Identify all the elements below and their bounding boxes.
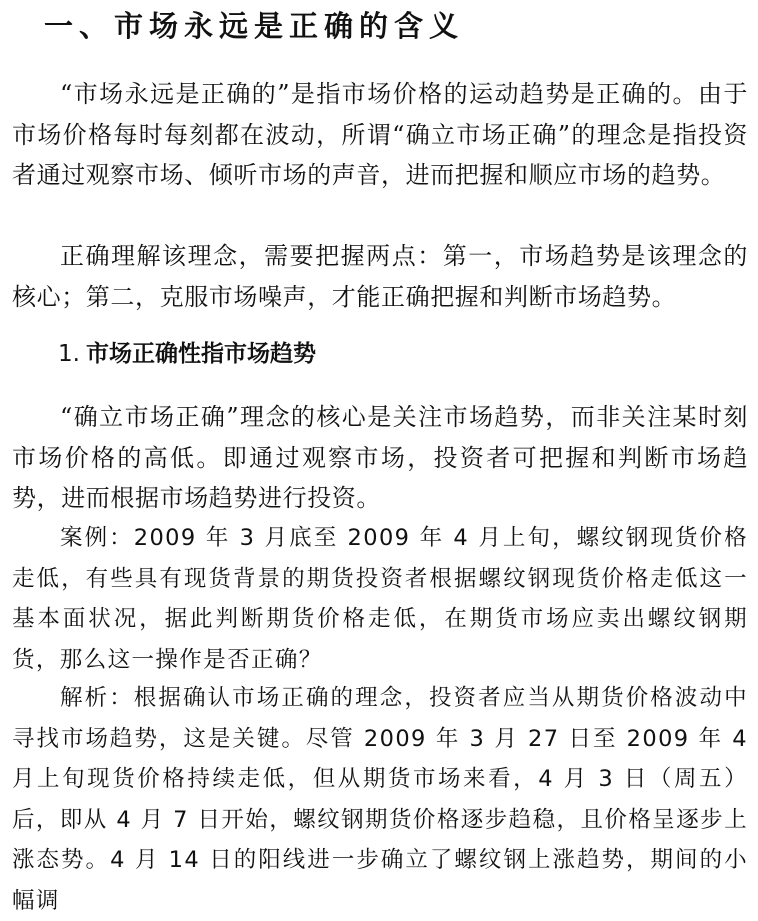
paragraph-case-example: 案例：2009 年 3 月底至 2009 年 4 月上旬，螺纹钢现货价格走低，有些具有现货背景的期货投资者根据螺纹钢现货价格走低这一基本面状况，据此判断期货价格走低，在期货市场应卖出螺纹钢期货，那么这一操作是否正确？	[12, 525, 748, 673]
paragraph-two-points: 正确理解该理念，需要把握两点：第一，市场趋势是该理念的核心；第二，克服市场噪声，才能正确把握和判断市场趋势。	[12, 242, 748, 311]
subsection-number: 1.	[58, 341, 80, 367]
subsection-title: 市场正确性指市场趋势	[85, 341, 316, 367]
subsection-heading	[58, 336, 316, 372]
paragraph-case-analysis: 解析：根据确认市场正确的理念，投资者应当从期货价格波动中寻找市场趋势，这是关键。尽管 2009 年 3 月 27 日至 2009 年 4 月上旬现货价格持续走低，但从期货市场来看，4 月 3 日（周五）后，即从 4 月 7 日开始，螺纹钢期货价格逐步趋稳，且价格呈逐步上涨态势。4 月 14 日的阳线进一步确立了螺纹钢上涨趋势，期间的小幅调	[12, 685, 748, 914]
paragraph-market-always-right-definition: “市场永远是正确的”是指市场价格的运动趋势是正确的。由于市场价格每时每刻都在波动，所谓“确立市场正确”的理念是指投资者通过观察市场、倾听市场的声音，进而把握和顺应市场的趋势。	[12, 80, 748, 189]
section-title: 一、市场永远是正确的含义	[44, 9, 465, 43]
paragraph-core-focus-trend: “确立市场正确”理念的核心是关注市场趋势，而非关注某时刻市场价格的高低。即通过观察市场，投资者可把握和判断市场趋势，进而根据市场趋势进行投资。	[12, 403, 748, 512]
